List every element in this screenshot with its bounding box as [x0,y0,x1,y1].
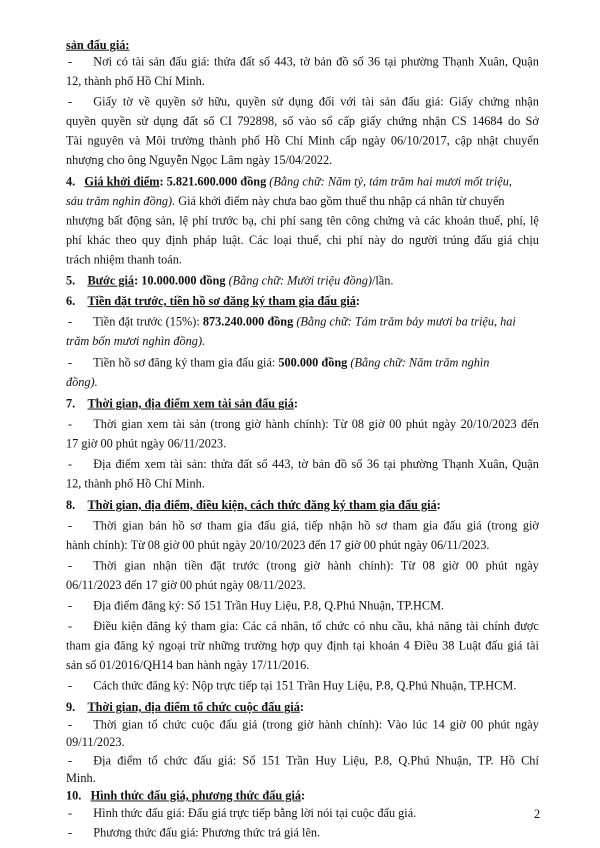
bullet: - [67,717,73,732]
line-37: Địa điểm tổ chức đấu giá: Số 151 Trần Huy Liệu, P.8, Q.Phú Nhuận, TP. Hồ Chí [93,753,539,768]
line-26: hành chính): Từ 08 giờ 00 phút ngày 20/10/2023 đến 17 giờ 00 phút ngày 06/11/2023. [66,538,490,552]
bullet: - [67,518,73,533]
bullet: - [67,753,73,768]
section-10-colon: : [301,788,306,803]
bullet: - [67,806,73,820]
section-6-heading: 6. Tiền đặt trước, tiền hồ sơ đăng ký tham gia đấu giá: [66,294,361,309]
line-41: Phương thức đấu giá: Phương thức trả giá lên. [93,825,321,840]
line-23: 12, thành phố Hồ Chí Minh. [66,476,205,491]
bullet: - [67,94,73,109]
line-35: Thời gian tổ chức cuộc đấu giá (trong giờ hành chính): Vào lúc 14 giờ 00 phút ngày [93,717,539,732]
section-4-heading: 4. Giá khởi điểm: 5.821.600.000 đồng (Bằng chữ: Năm tỷ, tám trăm hai mươi mốt triệu, [66,174,512,189]
line-02: Nơi có tài sản đấu giá: thửa đất số 443, tờ bản đồ số 36 tại phường Thạnh Xuân, Quận [93,54,539,69]
line-40: Hình thức đấu giá: Đấu giá trực tiếp bằng lời nói tại cuộc đấu giá. [93,806,417,820]
line-03: 12, thành phố Hồ Chí Minh. [66,74,205,88]
section-7-heading: 7. Thời gian, địa điểm xem tài sản đấu giá: [66,396,298,411]
line-10: nhượng bất động sản, lệ phí trước bạ, chi phí sang tên công chứng và các khoản thuế, phí, lệ [66,213,539,228]
line-04: Giấy tờ về quyền sở hữu, quyền sử dụng đối với tài sản đấu giá: Giấy chứng nhận [93,94,539,109]
line-38: Minh. [66,771,96,785]
line-28: 06/11/2023 đến 17 giờ 00 phút ngày 08/11/2023. [66,578,306,592]
line-21: 17 giờ 00 phút ngày 06/11/2023. [66,436,227,451]
document-page [8,0,593,840]
line-29: Địa điểm đăng ký: Số 151 Trần Huy Liệu, P.8, Q.Phú Nhuận, TP.HCM. [93,598,445,613]
section-9-heading: 9. Thời gian, địa điểm tổ chức cuộc đấu giá: [66,700,304,714]
bullet: - [67,825,73,840]
line-06: Tài nguyên và Môi trường thành phố Hồ Chí Minh cấp ngày 06/10/2017, cập nhật chuyển [66,133,539,148]
line-36: 09/11/2023. [66,735,125,749]
section-5-heading: 5. Bước giá: 10.000.000 đồng (Bằng chữ: Mười triệu đồng)/lần. [66,273,394,288]
section-10-number: 10. [66,788,82,803]
bullet: - [67,598,73,613]
section-10-heading [66,788,539,804]
line-01: sản đấu giá: [66,38,130,52]
line-05: quyền quyền sử dụng đất số CI 792898, số vào sổ cấp giấy chứng nhận CS 14684 do Sở [66,114,539,128]
bullet: - [67,417,73,431]
line-20: Thời gian xem tài sản (trong giờ hành chính): Từ 08 giờ 00 phút ngày 20/10/2023 đến [93,417,539,431]
line-18: đồng). [66,375,98,390]
line-16: trăm bốn mươi nghìn đồng). [66,334,206,349]
line-22: Địa điểm xem tài sản: thửa đất số 443, tờ bản đồ số 36 tại phường Thạnh Xuân, Quận [93,457,539,471]
line-25: Thời gian bán hồ sơ tham gia đấu giá, tiếp nhận hồ sơ tham gia đấu giá (trong giờ [93,518,539,533]
line-12: trách nhiệm thanh toán. [66,252,182,267]
section-10-title: Hình thức đấu giá, phương thức đấu giá [90,788,302,803]
bullet: - [67,355,73,370]
bullet: - [67,678,73,693]
line-09: sáu trăm nghìn đồng). Giá khởi điểm này chưa bao gồm thuế thu nhập cá nhân từ chuyển [66,194,505,208]
line-17: Tiền hồ sơ đăng ký tham gia đấu giá: 500.000 đồng (Bằng chữ: Năm trăm nghìn [93,355,490,370]
bullet: - [67,54,73,69]
bullet: - [67,558,73,573]
line-32: sản số 01/2016/QH14 ban hành ngày 17/11/2016. [66,658,310,672]
line-11: phí khác theo quy định pháp luật. Các loại thuế, chi phí này do người trúng đấu giá chịu [66,233,539,247]
line-27: Thời gian nhận tiền đặt trước (trong giờ hành chính): Từ 08 giờ 00 phút ngày [93,558,539,573]
bullet: - [67,457,73,471]
line-07: nhượng cho ông Nguyễn Ngọc Lâm ngày 15/04/2022. [66,153,333,167]
line-15: Tiền đặt trước (15%): 873.240.000 đồng (Bằng chữ: Tám trăm bảy mươi ba triệu, hai [93,314,516,329]
line-31: tham gia đăng ký ngoại trừ những trường hợp quy định tại khoản 4 Điều 38 Luật đấu giá tài [66,638,539,653]
line-33: Cách thức đăng ký: Nộp trực tiếp tại 151 Trần Huy Liệu, P.8, Q.Phú Nhuận, TP.HCM. [93,678,517,693]
bullet: - [67,619,73,633]
page-number: 2 [534,807,541,821]
section-8-heading: 8. Thời gian, địa điểm, điều kiện, cách thức đăng ký tham gia đấu giá: [66,498,441,512]
line-30: Điều kiện đăng ký tham gia: Các cá nhân, tổ chức có nhu cầu, khả năng tài chính được [93,619,539,633]
bullet: - [67,314,73,329]
